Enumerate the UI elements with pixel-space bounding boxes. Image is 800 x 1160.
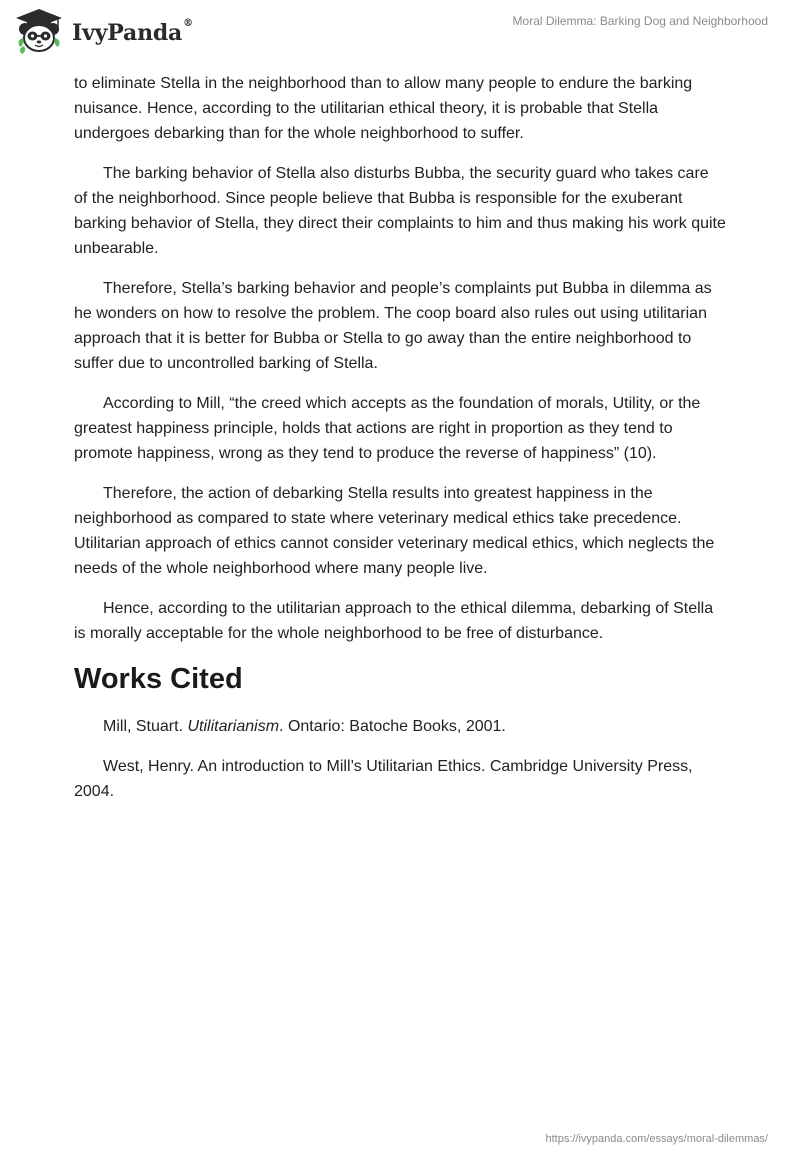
paragraph-bubba-dilemma: Therefore, Stella’s barking behavior and people’s complaints put Bubba in dilemma as he wonders on how to resolve the problem. The coop board also rules out using utilitarian approach that it is better for Bubba or Stella to go away than the entire neighborhood to suffer due to uncontrolled barking of Stella. (74, 280, 712, 372)
citation-entry: West, Henry. An introduction to Mill’s Utilitarian Ethics. Cambridge University Press, 2004. (74, 758, 693, 800)
brand-logo[interactable] (14, 7, 193, 57)
registered-mark: ® (183, 18, 193, 29)
brand-name: IvyPanda® (72, 18, 193, 46)
works-cited-heading: Works Cited (74, 663, 243, 695)
paragraph-bubba-disturbed: The barking behavior of Stella also disturbs Bubba, the security guard who takes care of the neighborhood. Since people believe that Bubba is responsible for the exuberant barking behavior of Stella, they direct their complaints to him and thus making his work quite unbearable. (74, 165, 726, 257)
source-url-link[interactable]: https://ivypanda.com/essays/moral-dilemmas/ (545, 1133, 768, 1145)
citation-entry (74, 714, 726, 739)
panda-logo-icon (14, 7, 64, 57)
paragraph-continuation: to eliminate Stella in the neighborhood than to allow many people to endure the barking nuisance. Hence, according to the utilitarian ethical theory, it is probable that Stella undergoes debarking than for the whole neighborhood to suffer. (74, 75, 693, 142)
paragraph-mill-quote: According to Mill, “the creed which accepts as the foundation of morals, Utility, or the greatest happiness principle, holds that actions are right in proportion as they tend to promote happiness, wrong as they tend to produce the reverse of happiness” (10). (74, 395, 701, 462)
document-title: Moral Dilemma: Barking Dog and Neighborhood (512, 14, 768, 28)
essay-content (74, 71, 726, 819)
paragraph-greatest-happiness: Therefore, the action of debarking Stella results into greatest happiness in the neighborhood as compared to state where veterinary medical ethics take precedence. Utilitarian approach of ethics cannot consider veterinary medical ethics, which neglects the needs of the whole neighborhood where many people live. (74, 485, 715, 577)
citation-author: Mill, Stuart. (103, 718, 188, 735)
citation-publication: . Ontario: Batoche Books, 2001. (279, 718, 506, 735)
paragraph-conclusion: Hence, according to the utilitarian approach to the ethical dilemma, debarking of Stella is morally acceptable for the whole neighborhood to be free of disturbance. (74, 600, 714, 642)
citation-book-title: Utilitarianism (187, 718, 280, 735)
page-header (0, 0, 800, 60)
